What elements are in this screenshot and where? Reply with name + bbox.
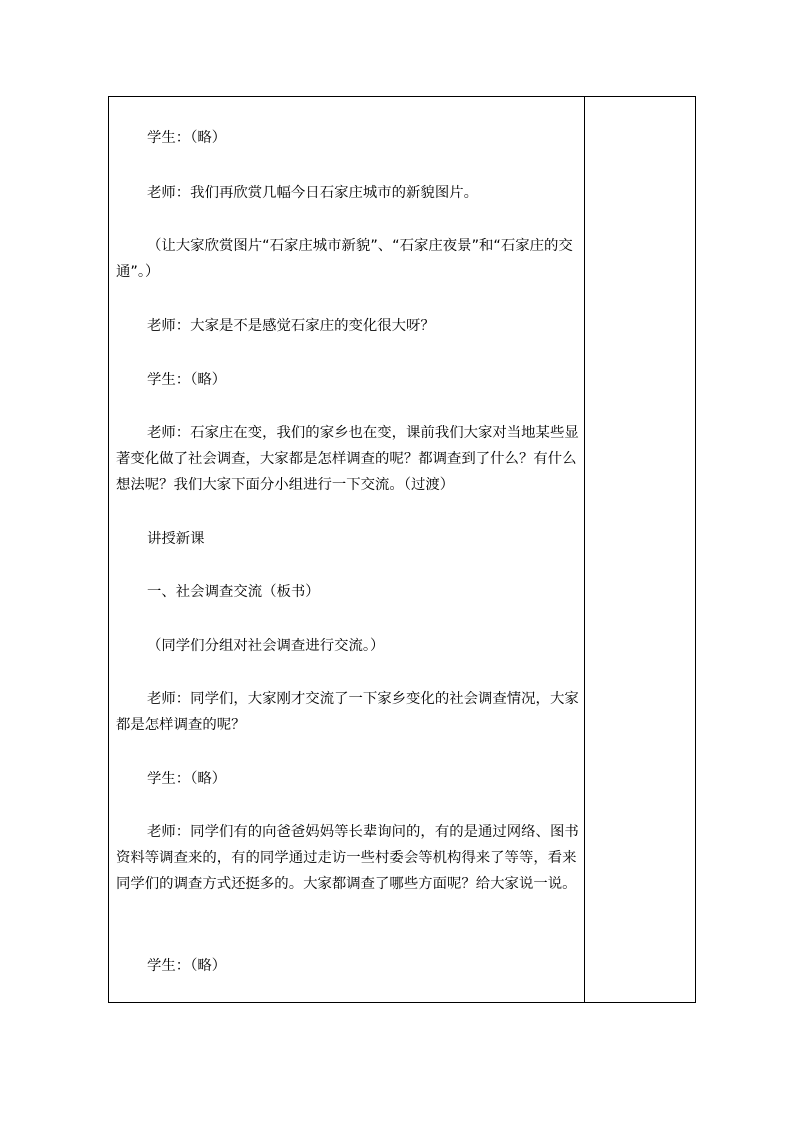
paragraph: 老师：石家庄在变，我们的家乡也在变，课前我们大家对当地某些显著变化做了社会调查，大家都是怎样调查的呢？都调查到了什么？有什么想法呢？我们大家下面分小组进行一下交流。（过渡） bbox=[116, 425, 579, 493]
section-heading: 一、社会调查交流（板书） bbox=[147, 584, 320, 600]
paragraph: 学生：（略） bbox=[147, 771, 227, 787]
notes-cell bbox=[585, 97, 695, 1002]
paragraph: （让大家欣赏图片“石家庄城市新貌”、“石家庄夜景”和“石家庄的交通”。） bbox=[116, 238, 573, 280]
paragraph: 学生：（略） bbox=[147, 372, 227, 388]
paragraph: 学生：（略） bbox=[147, 130, 227, 146]
paragraph: 老师：我们再欣赏几幅今日石家庄城市的新貌图片。 bbox=[147, 185, 478, 201]
paragraph: 老师：同学们，大家刚才交流了一下家乡变化的社会调查情况，大家都是怎样调查的呢？ bbox=[116, 691, 579, 733]
paragraph: 老师：同学们有的向爸爸妈妈等长辈询问的，有的是通过网络、图书资料等调查来的，有的同学通过走访一些村委会等机构得来了等等，看来同学们的调查方式还挺多的。大家都调查了哪些方面呢？给大家说一说。 bbox=[116, 824, 579, 892]
paragraph: 老师：大家是不是感觉石家庄的变化很大呀？ bbox=[147, 318, 435, 334]
paragraph: （同学们分组对社会调查进行交流。） bbox=[147, 638, 385, 654]
section-label: 讲授新课 bbox=[147, 531, 205, 547]
paragraph: 学生：（略） bbox=[147, 958, 227, 974]
lesson-content-cell bbox=[109, 97, 585, 1002]
lesson-table bbox=[108, 96, 696, 1003]
